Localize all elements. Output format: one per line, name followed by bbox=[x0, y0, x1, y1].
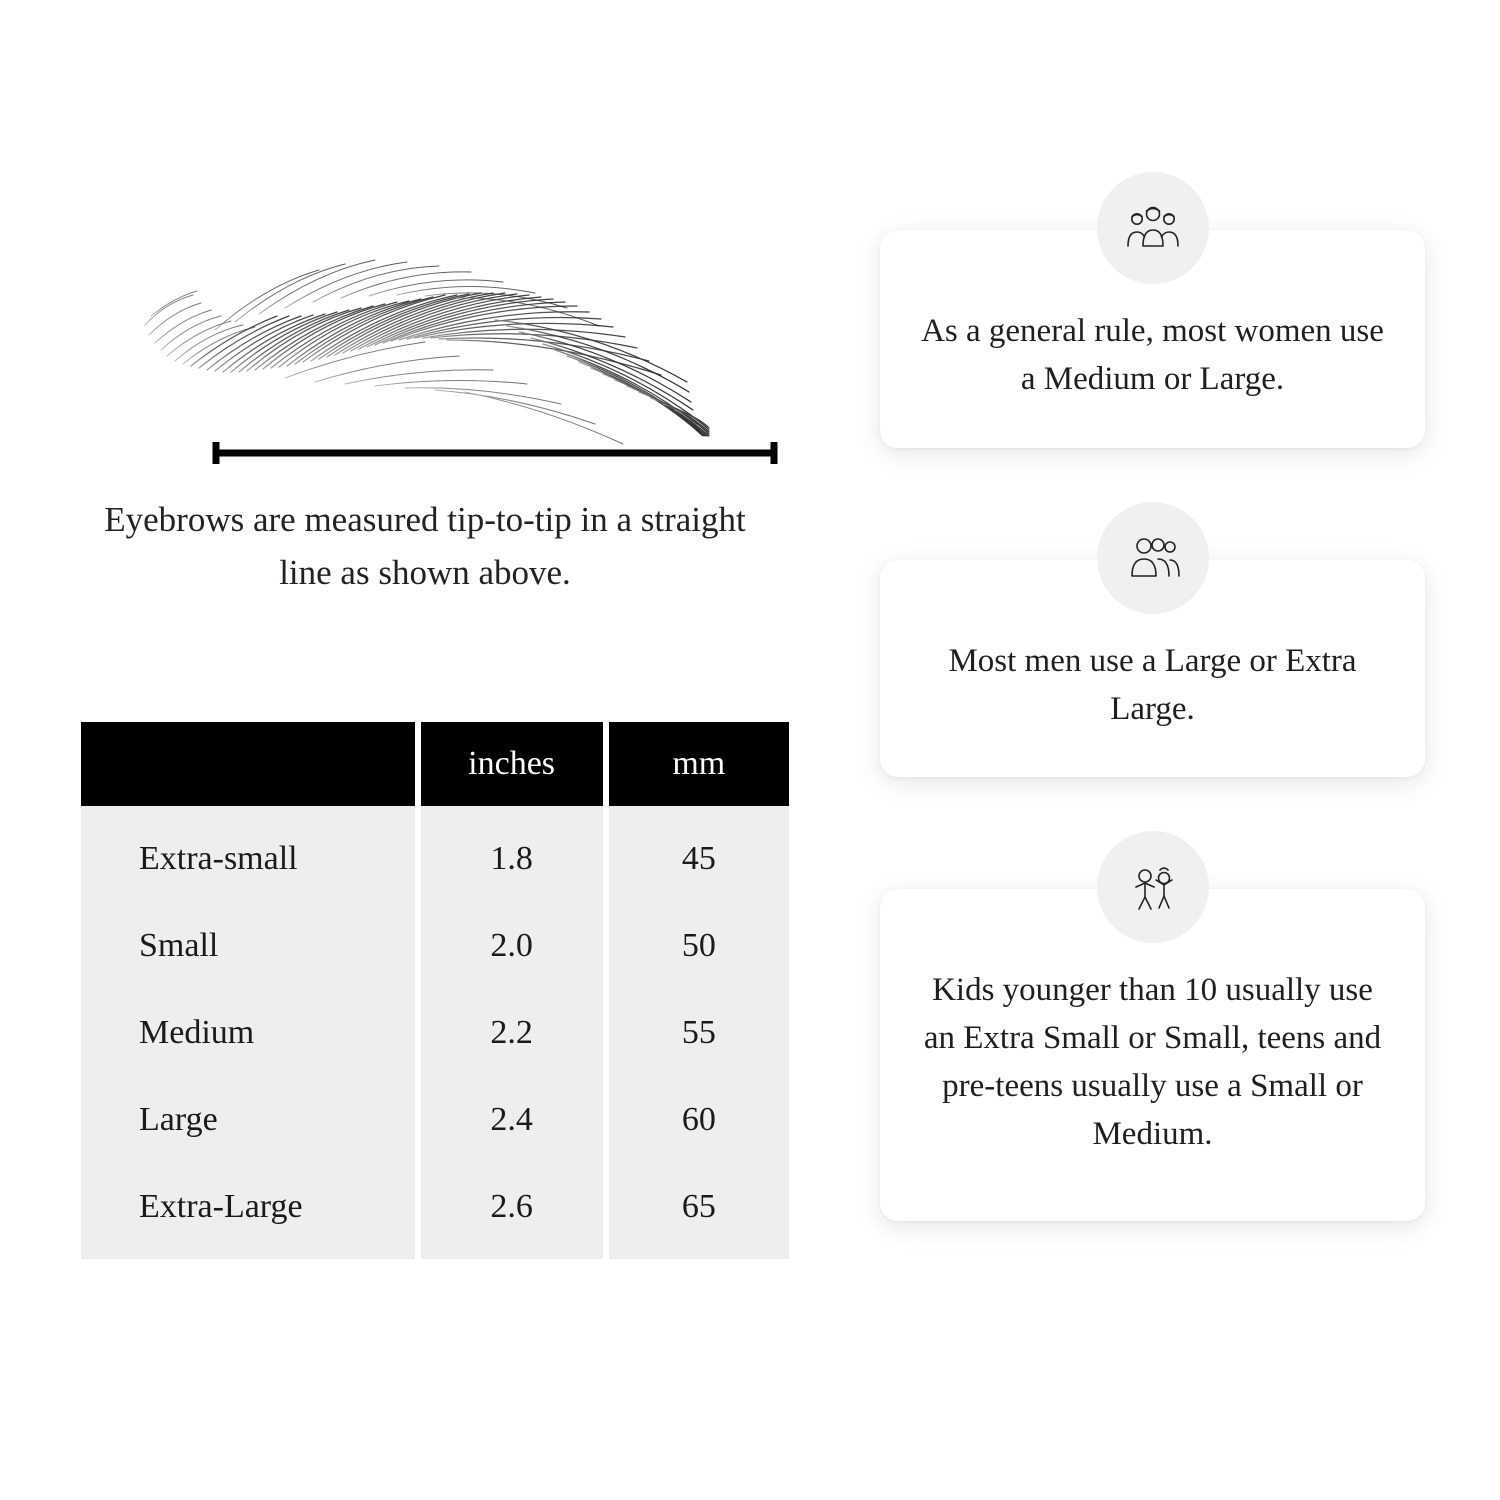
note-card-women bbox=[880, 230, 1425, 448]
size-inches: 2.2 bbox=[421, 989, 603, 1076]
size-mm: 60 bbox=[609, 1076, 789, 1163]
size-mm: 50 bbox=[609, 902, 789, 989]
women-group-icon bbox=[1097, 172, 1209, 284]
size-name: Small bbox=[81, 902, 415, 989]
table-header-row bbox=[81, 722, 789, 806]
table-header-mm: mm bbox=[609, 722, 789, 806]
size-inches: 1.8 bbox=[421, 806, 603, 902]
table-row bbox=[81, 1163, 789, 1259]
size-inches: 2.0 bbox=[421, 902, 603, 989]
measurement-section bbox=[75, 150, 805, 599]
table-header-inches: inches bbox=[421, 722, 603, 806]
size-mm: 55 bbox=[609, 989, 789, 1076]
size-name: Extra-small bbox=[81, 806, 415, 902]
table-row bbox=[81, 1076, 789, 1163]
note-card-men bbox=[880, 560, 1425, 778]
measurement-caption: Eyebrows are measured tip-to-tip in a straight line as shown above. bbox=[104, 500, 746, 592]
eyebrow-icon bbox=[135, 150, 795, 450]
eyebrow-illustration bbox=[135, 150, 795, 480]
size-name: Medium bbox=[81, 989, 415, 1076]
size-mm: 65 bbox=[609, 1163, 789, 1259]
table-row bbox=[81, 806, 789, 902]
size-name: Extra-Large bbox=[81, 1163, 415, 1259]
table-header-name bbox=[81, 722, 415, 806]
note-text: Kids younger than 10 usually use an Extra Small or Small, teens and pre-teens usually use a Small or Medium. bbox=[923, 972, 1382, 1152]
note-card-kids bbox=[880, 889, 1425, 1220]
table-row bbox=[81, 989, 789, 1076]
note-text: As a general rule, most women use a Medium or Large. bbox=[921, 313, 1384, 397]
kids-icon bbox=[1097, 831, 1209, 943]
size-name: Large bbox=[81, 1076, 415, 1163]
size-inches: 2.4 bbox=[421, 1076, 603, 1163]
size-inches: 2.6 bbox=[421, 1163, 603, 1259]
guidance-notes bbox=[880, 150, 1425, 1221]
size-table bbox=[75, 722, 795, 1259]
measurement-line-icon bbox=[210, 440, 780, 466]
size-mm: 45 bbox=[609, 806, 789, 902]
table-row bbox=[81, 902, 789, 989]
note-text: Most men use a Large or Extra Large. bbox=[948, 642, 1357, 727]
men-group-icon bbox=[1097, 502, 1209, 614]
